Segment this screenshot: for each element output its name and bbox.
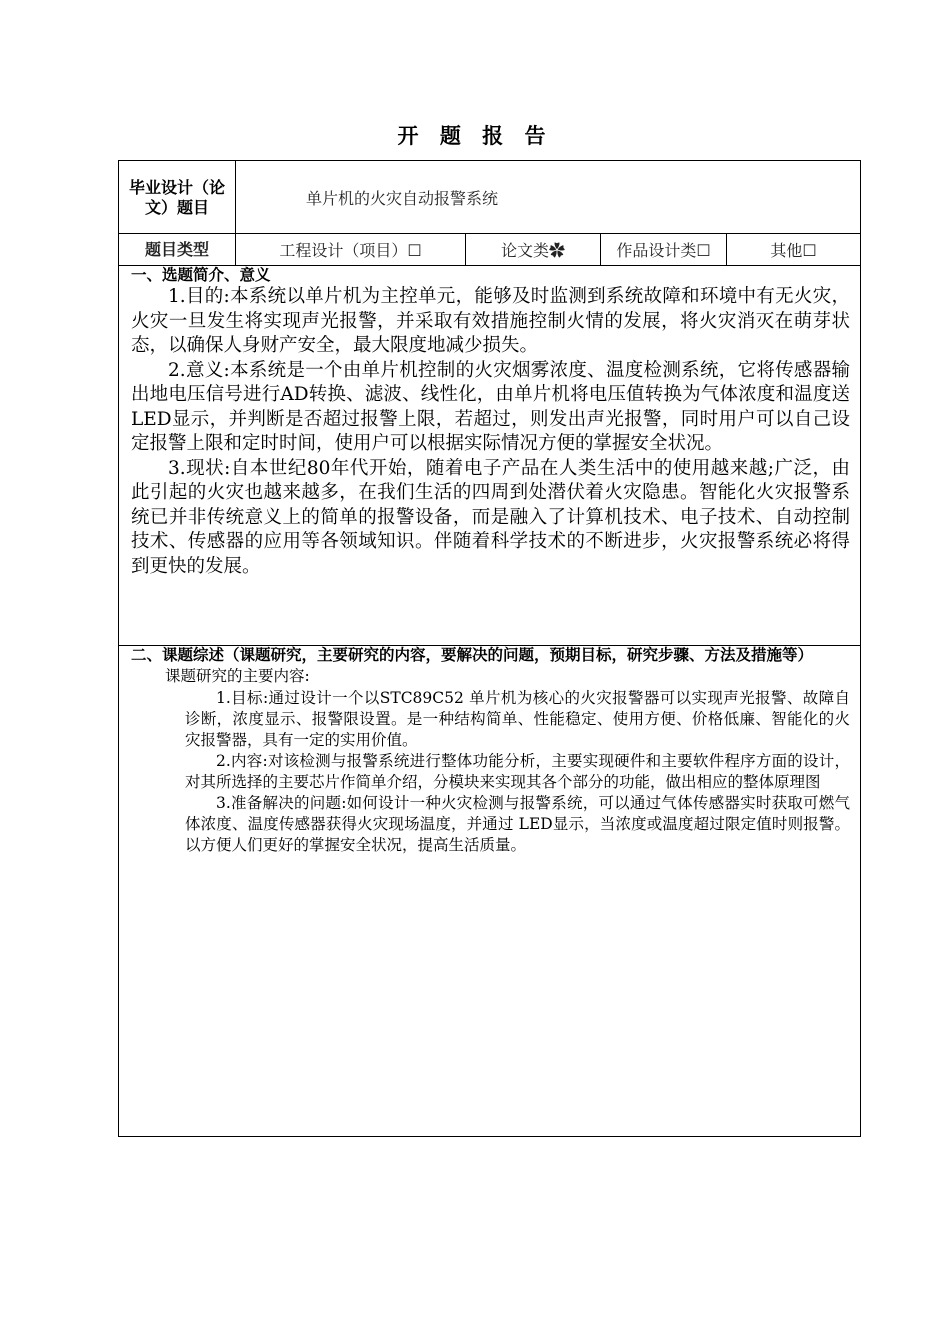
type-option-engineering[interactable]: 工程设计（项目）☐ bbox=[236, 234, 466, 266]
type-row bbox=[119, 234, 861, 266]
section1-paragraph-purpose: 1.目的:本系统以单片机为主控单元，能够及时监测到系统故障和环境中有无火灾，火灾一旦发生将实现声光报警，并采取有效措施控制火情的发展，将火灾消灭在萌芽状态，以确保人身财产安全，最大限度地减少损失。 bbox=[131, 286, 851, 356]
section2-paragraph-goal: 1.目标:通过设计一个以STC89C52 单片机为核心的火灾报警器可以实现声光报警、故障自诊断，浓度显示、报警限设置。是一种结构简单、性能稳定、使用方便、价格低廉、智能化的火灾报警器，具有一定的实用价值。 bbox=[185, 689, 851, 749]
topic-value: 单片机的火灾自动报警系统 bbox=[236, 161, 861, 234]
section1-paragraph-significance: 2.意义:本系统是一个由单片机控制的火灾烟雾浓度、温度检测系统，它将传感器输出地电压信号进行AD转换、滤波、线性化，由单片机将电压值转换为气体浓度和温度送LED显示，并判断是否超过报警上限，若超过，则发出声光报警，同时用户可以自己设定报警上限和定时时间，使用户可以根据实际情况方便的掌握安全状况。 bbox=[131, 359, 851, 454]
type-label: 题目类型 bbox=[119, 234, 236, 266]
section2-cell bbox=[119, 646, 861, 1137]
type-option-work-design[interactable]: 作品设计类☐ bbox=[601, 234, 727, 266]
topic-label: 毕业设计（论文）题目 bbox=[119, 161, 236, 234]
section2-subheading: 课题研究的主要内容: bbox=[165, 667, 310, 685]
section1-cell bbox=[119, 266, 861, 646]
section1-row bbox=[119, 266, 861, 646]
section2-row bbox=[119, 646, 861, 1137]
type-option-thesis[interactable]: 论文类✿ bbox=[466, 234, 601, 266]
type-option-other[interactable]: 其他☐ bbox=[727, 234, 861, 266]
document-title: 开 题 报 告 bbox=[397, 124, 553, 148]
section1-heading: 一、选题简介、意义 bbox=[131, 266, 271, 284]
section2-paragraph-problems: 3.准备解决的问题:如何设计一种火灾检测与报警系统，可以通过气体传感器实时获取可燃气体浓度、温度传感器获得火灾现场温度，并通过 LED显示，当浓度或温度超过限定值时则报警。以方便人们更好的掌握安全状况，提高生活质量。 bbox=[185, 794, 851, 854]
section1-paragraph-status: 3.现状:自本世纪80年代开始，随着电子产品在人类生活中的使用越来越;广泛，由此引起的火灾也越来越多，在我们生活的四周到处潜伏着火灾隐患。智能化火灾报警系统已并非传统意义上的简单的报警设备，而是融入了计算机技术、电子技术、自动控制技术、传感器的应用等各领域知识。伴随着科学技术的不断进步，火灾报警系统必将得到更快的发展。 bbox=[131, 457, 851, 577]
section2-heading: 二、课题综述（课题研究，主要研究的内容，要解决的问题，预期目标，研究步骤、方法及措施等） bbox=[131, 646, 814, 664]
topic-row bbox=[119, 161, 861, 234]
report-table bbox=[118, 160, 861, 1137]
section2-paragraph-content: 2.内容:对该检测与报警系统进行整体功能分析，主要实现硬件和主要软件程序方面的设计，对其所选择的主要芯片作简单介绍，分模块来实现其各个部分的功能，做出相应的整体原理图 bbox=[185, 752, 851, 791]
